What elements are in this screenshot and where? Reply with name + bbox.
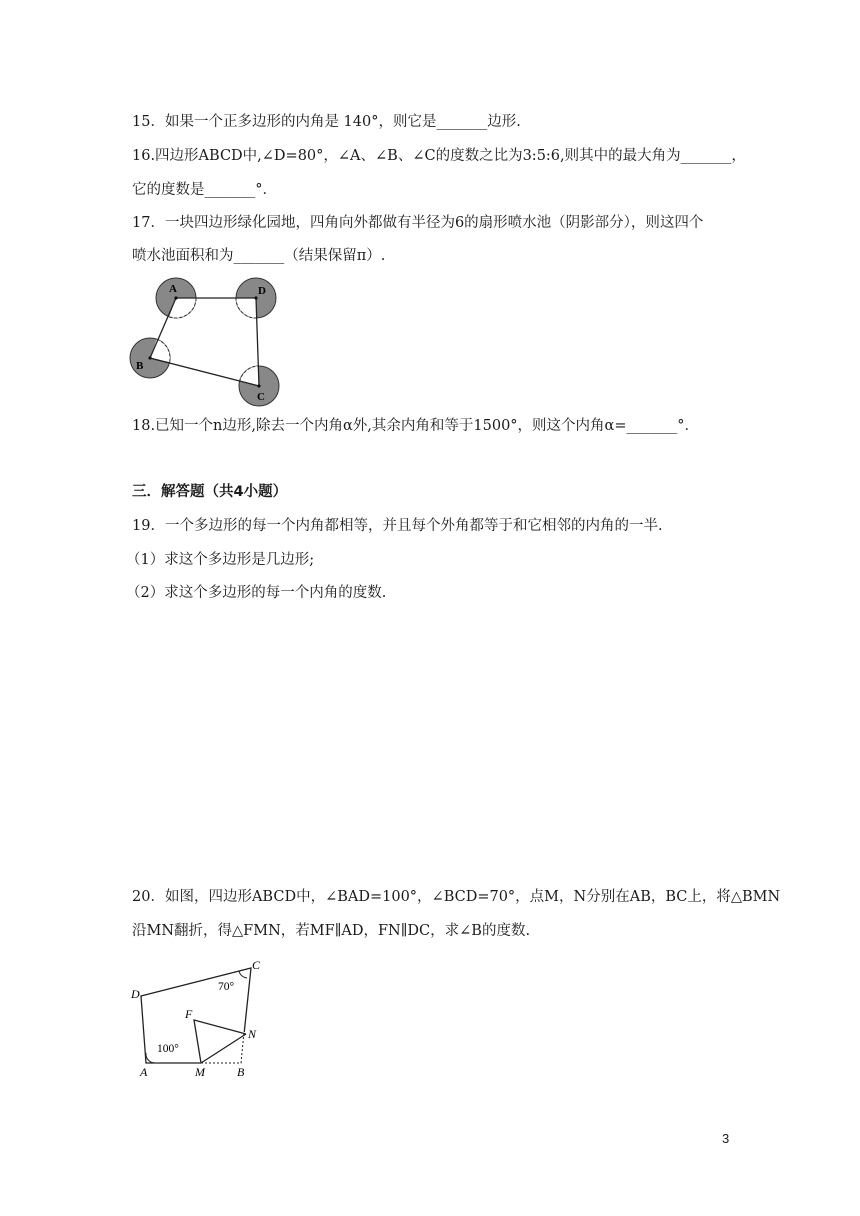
fig17-label-c: C [257, 391, 265, 403]
page-number: 3 [722, 1131, 730, 1146]
fig20-label-a: A [140, 1065, 148, 1079]
section-3-heading: 三．解答题（共4小题） [132, 484, 288, 500]
question-16-line-2: 它的度数是_______°． [132, 182, 277, 198]
question-19-part-1: （1）求这个多边形是几边形; [126, 552, 315, 568]
angle-arc-c [239, 971, 247, 978]
fig20-angle-a: 100° [157, 1043, 179, 1055]
figure-17-quadrilateral [128, 274, 288, 408]
question-19-part-2: （2）求这个多边形的每一个内角的度数. [126, 585, 387, 601]
fig20-angle-c: 70° [218, 981, 235, 993]
fig20-label-f: F [185, 1007, 193, 1021]
fig20-label-d: D [131, 987, 140, 1001]
fig17-label-a: A [169, 283, 177, 295]
fig20-label-n: N [248, 1027, 257, 1041]
segment-mn [201, 1034, 246, 1063]
fig20-label-m: M [195, 1065, 205, 1079]
question-15: 15．如果一个正多边形的内角是 140°，则它是_______边形. [132, 114, 521, 130]
question-18: 18.已知一个n边形,除去一个内角α外,其余内角和等于1500°，则这个内角α=_______°． [132, 418, 699, 434]
folded-triangle-fmn [194, 1020, 246, 1063]
question-16-line-1: 16.四边形ABCD中,∠D=80°，∠A、∠B、∠C的度数之比为3:5:6,则其中的最大角为_______， [132, 148, 746, 164]
fig20-label-b: B [237, 1065, 245, 1079]
question-19: 19．一个多边形的每一个内角都相等，并且每个外角都等于和它相邻的内角的一半. [132, 518, 663, 534]
question-20-line-2: 沿MN翻折，得△FMN，若MF∥AD，FN∥DC，求∠B的度数. [132, 923, 531, 939]
fig20-label-c: C [252, 958, 261, 972]
question-20-line-1: 20．如图，四边形ABCD中，∠BAD=100°，∠BCD=70°，点M，N分别在AB，BC上，将△BMN [132, 889, 781, 905]
question-17-line-1: 17．一块四边形绿化园地，四角向外都做有半径为6的扇形喷水池（阴影部分），则这四个 [132, 215, 704, 231]
angle-arc-a [146, 1053, 155, 1063]
fig17-label-d: D [258, 285, 266, 297]
question-17-line-2: 喷水池面积和为_______（结果保留π）. [132, 248, 386, 264]
figure-20-quadrilateral [128, 952, 268, 1080]
fig17-label-b: B [136, 360, 144, 372]
